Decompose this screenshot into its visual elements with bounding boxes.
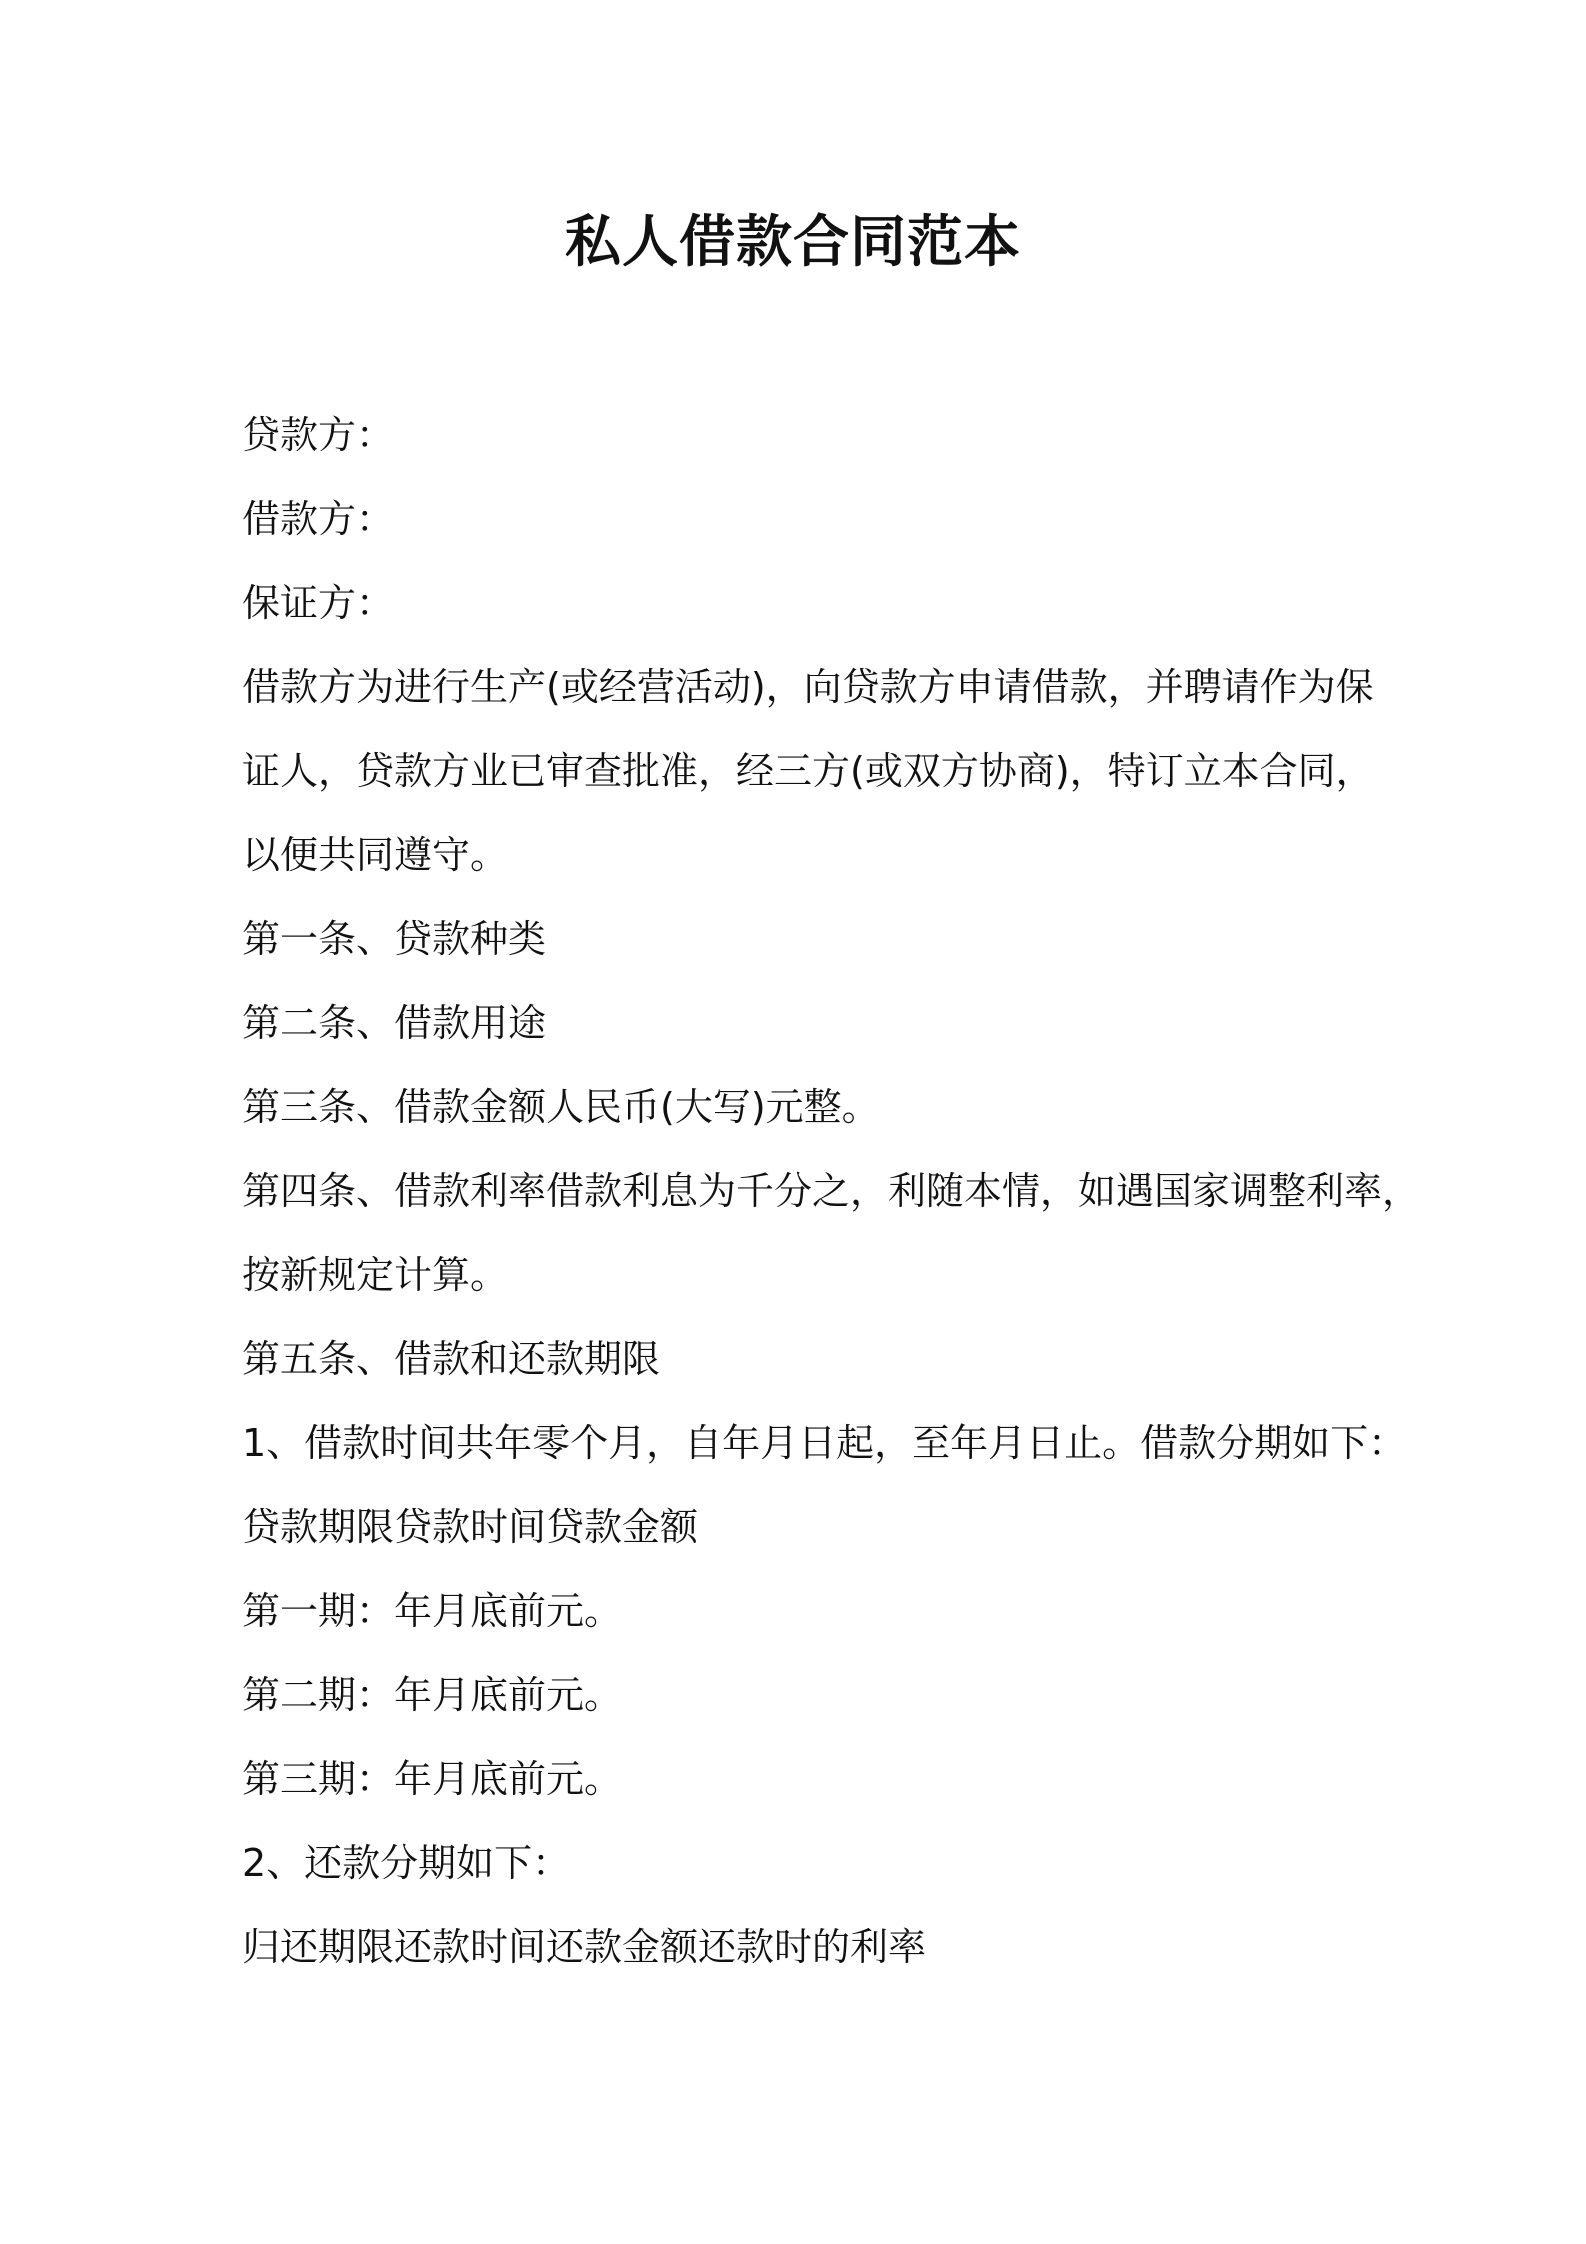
loan-period-label: 第三期：年月底前 — [242, 1757, 547, 1801]
clause-2: 2、还款分期如下： — [242, 1841, 571, 1885]
article-4-line-2: 按新规定计算。 — [242, 1253, 509, 1297]
preamble-line-3: 以便共同遵守。 — [242, 833, 509, 877]
clause-1: 1、借款时间共年零个月，自年月日起，至年月日止。借款分期如下： — [242, 1421, 1407, 1465]
loan-period-amount: 元。 — [546, 1589, 623, 1633]
loan-period-row — [242, 1754, 1372, 1804]
article-5: 第五条、借款和还款期限 — [242, 1337, 661, 1381]
guarantor-label: 保证方： — [242, 581, 395, 625]
preamble-line-2: 证人，贷款方业已审查批准，经三方(或双方协商)，特订立本合同， — [242, 749, 1374, 793]
repay-table-header: 归还期限还款时间还款金额还款时的利率 — [242, 1925, 927, 1969]
article-2: 第二条、借款用途 — [242, 1001, 547, 1045]
borrower-label: 借款方： — [242, 497, 395, 541]
document-title: 私人借款合同范本 — [565, 210, 1021, 275]
loan-period-amount: 元。 — [546, 1673, 623, 1717]
loan-period-row — [242, 1670, 1372, 1720]
article-3: 第三条、借款金额人民币(大写)元整。 — [242, 1085, 880, 1129]
article-1: 第一条、贷款种类 — [242, 917, 547, 961]
lender-label: 贷款方： — [242, 413, 395, 457]
loan-table-header: 贷款期限贷款时间贷款金额 — [242, 1505, 699, 1549]
preamble-line-1: 借款方为进行生产(或经营活动)，向贷款方申请借款，并聘请作为保 — [242, 665, 1374, 709]
loan-period-label: 第二期：年月底前 — [242, 1673, 547, 1717]
loan-period-amount: 元。 — [546, 1757, 623, 1801]
loan-period-label: 第一期：年月底前 — [242, 1589, 547, 1633]
loan-period-row — [242, 1586, 1372, 1636]
article-4-line-1: 第四条、借款利率借款利息为千分之，利随本情，如遇国家调整利率， — [242, 1169, 1421, 1213]
